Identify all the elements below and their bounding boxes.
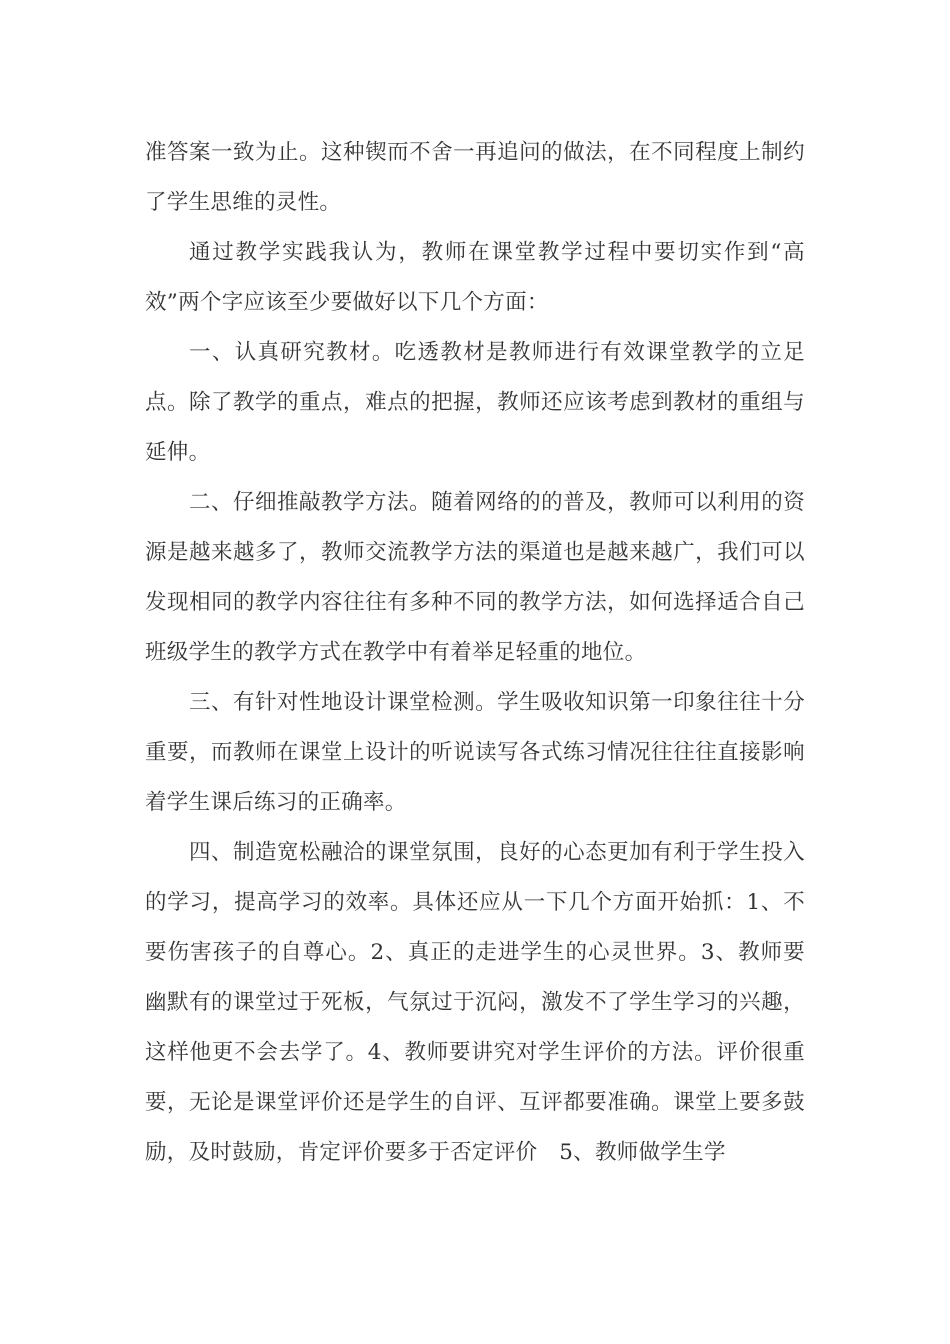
paragraph-5: 三、有针对性地设计课堂检测。学生吸收知识第一印象往往十分重要，而教师在课堂上设计的听说读写各式练习情况往往往直接影响着学生课后练习的正确率。: [145, 690, 805, 815]
paragraph-4: 二、仔细推敲教学方法。随着网络的的普及，教师可以利用的资源是越来越多了，教师交流教学方法的渠道也是越来越广，我们可以发现相同的教学内容往往有多种不同的教学方法，如何选择适合自己班级学生的教学方式在教学中有着举足轻重的地位。: [145, 490, 805, 665]
document-body: [145, 128, 805, 1178]
paragraph-1: 准答案一致为止。这种锲而不舍一再追问的做法，在不同程度上制约了学生思维的灵性。: [145, 140, 805, 215]
paragraph-3: 一、认真研究教材。吃透教材是教师进行有效课堂教学的立足点。除了教学的重点，难点的把握，教师还应该考虑到教材的重组与延伸。: [145, 340, 805, 465]
paragraph-6: 四、制造宽松融洽的课堂氛围，良好的心态更加有利于学生投入的学习，提高学习的效率。具体还应从一下几个方面开始抓：1、不要伤害孩子的自尊心。2、真正的走进学生的心灵世界。3、教师要幽默有的课堂过于死板，气氛过于沉闷，激发不了学生学习的兴趣，这样他更不会去学了。4、教师要讲究对学生评价的方法。评价很重要，无论是课堂评价还是学生的自评、互评都要准确。课堂上要多鼓励，及时鼓励，肯定评价要多于否定评价 5、教师做学生学: [145, 840, 805, 1165]
paragraph-2: 通过教学实践我认为，教师在课堂教学过程中要切实作到“高效”两个字应该至少要做好以下几个方面：: [145, 240, 805, 315]
